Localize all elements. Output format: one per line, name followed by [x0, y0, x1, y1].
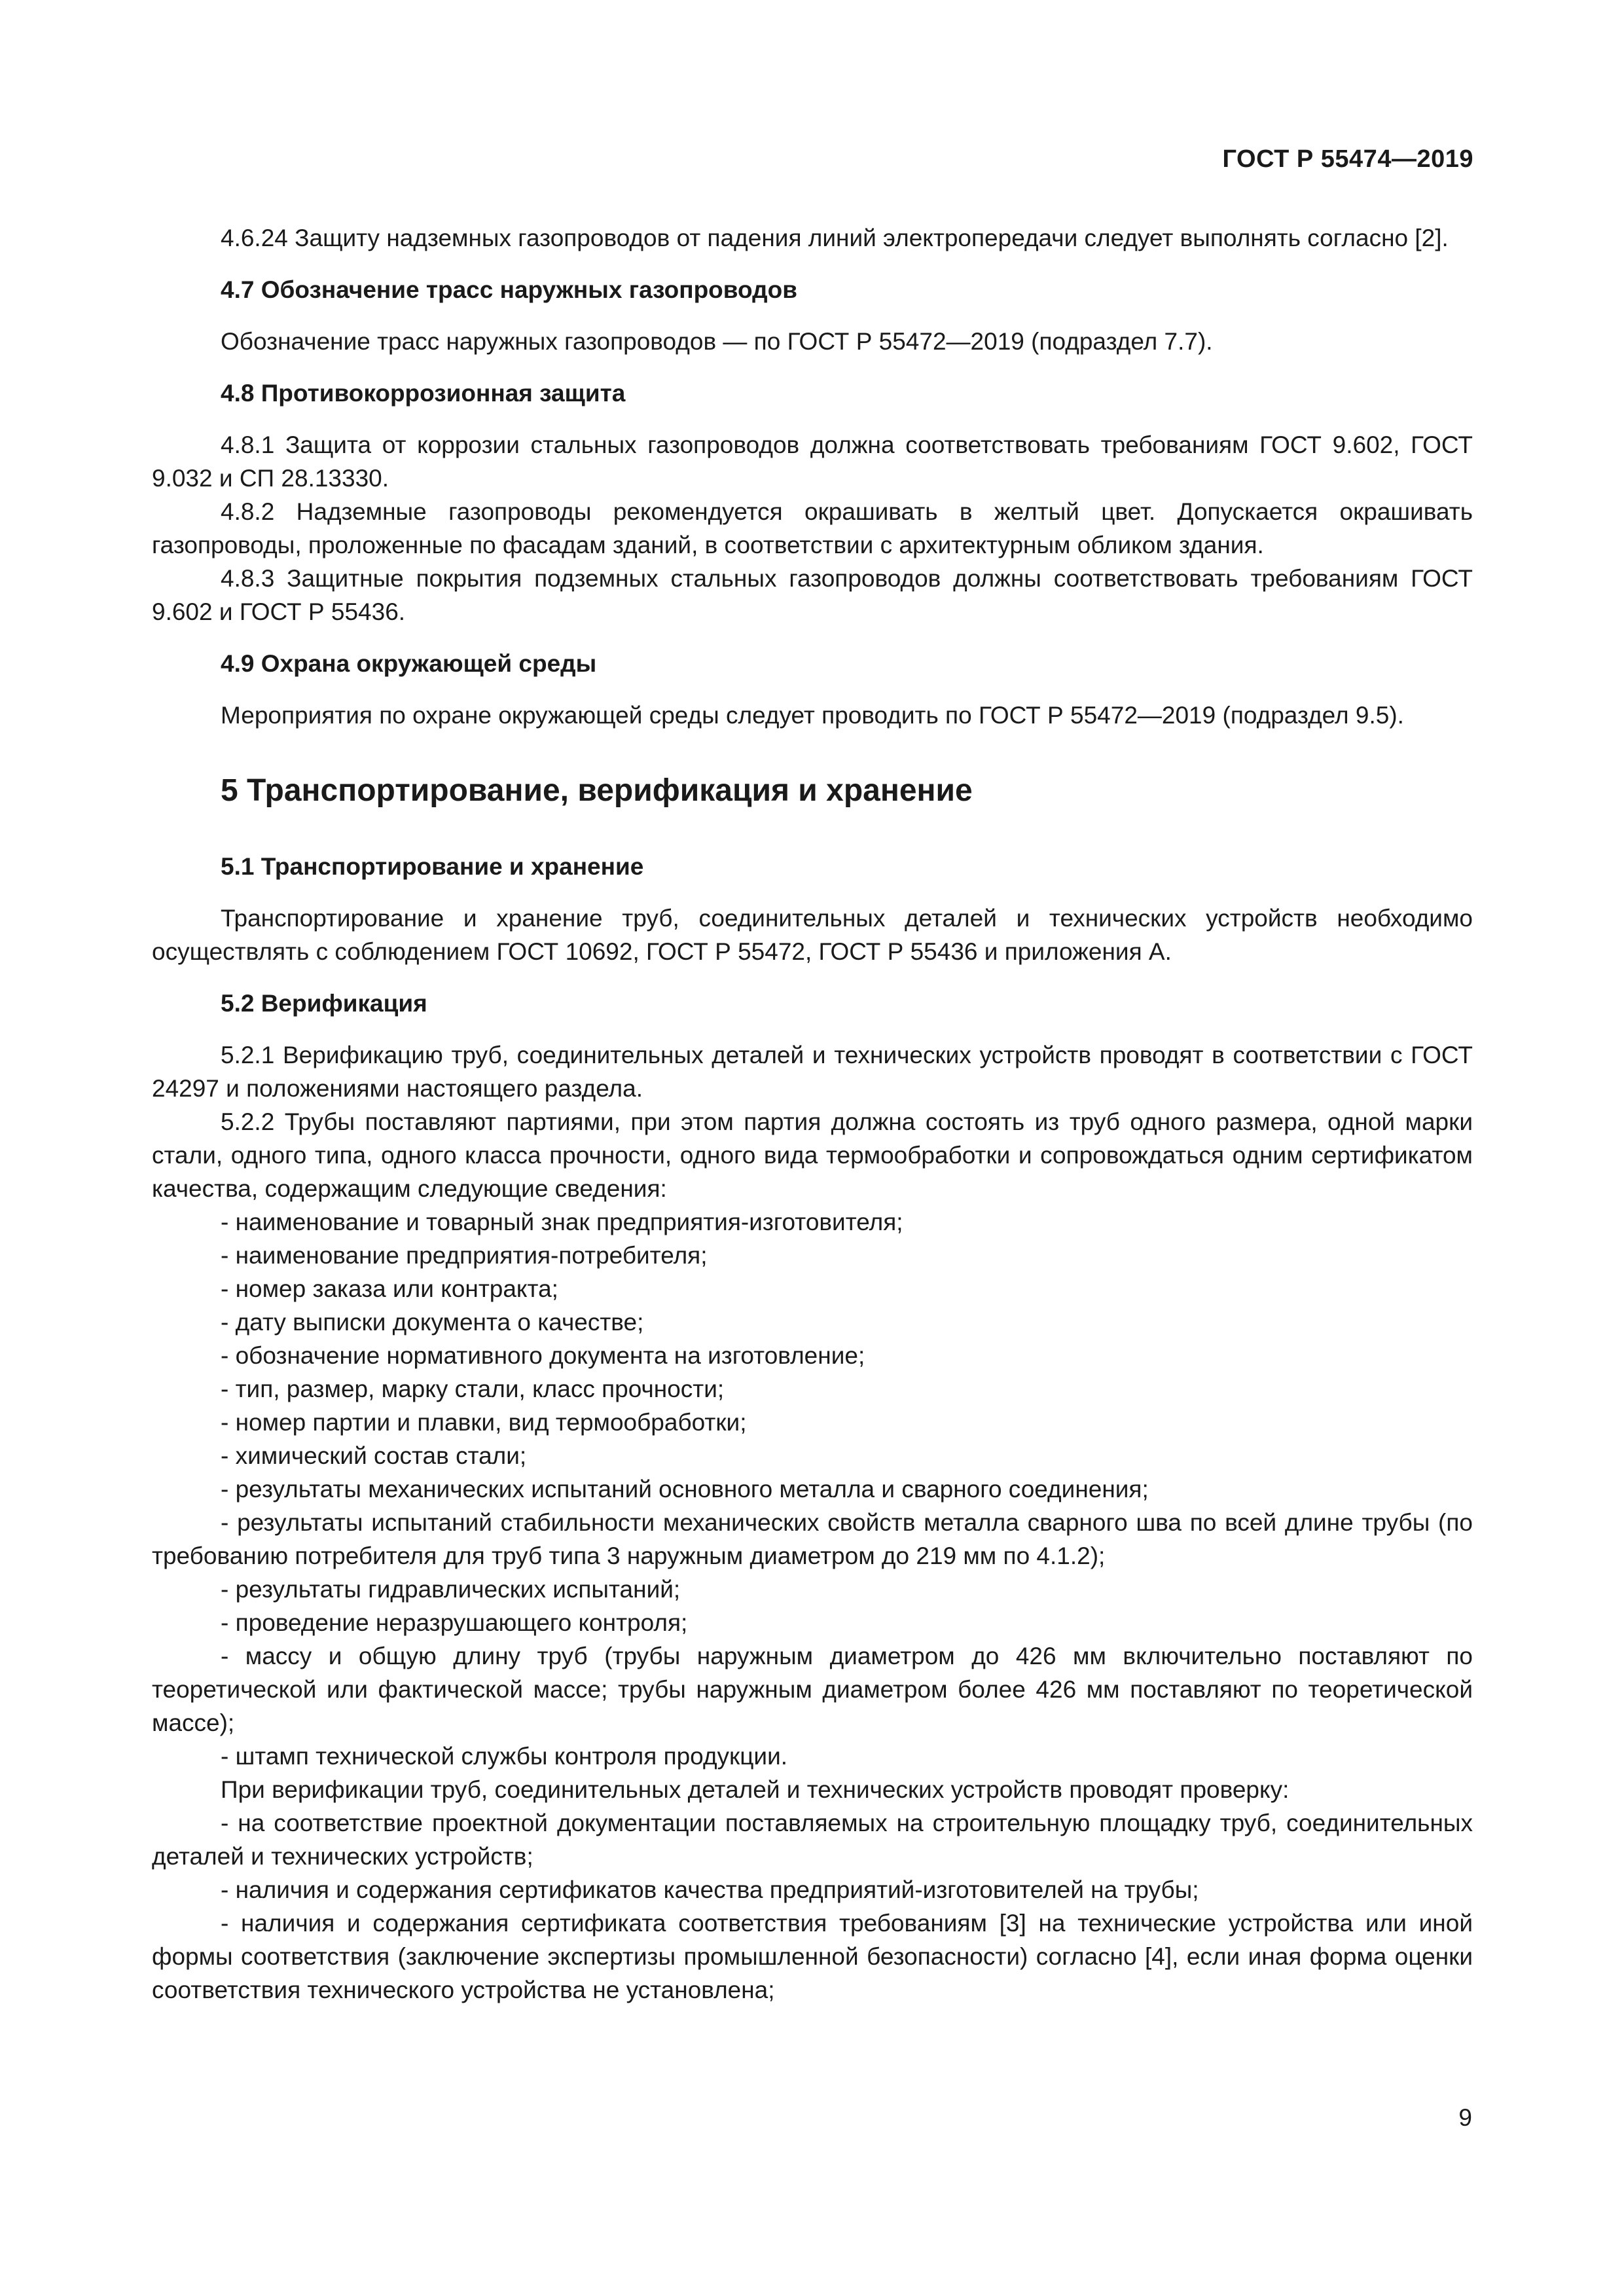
heading-4-7: 4.7 Обозначение трасс наружных газопроводов	[221, 276, 797, 303]
list-item: - наименование и товарный знак предприятия-изготовителя;	[221, 1209, 903, 1235]
list-item: - химический состав стали;	[221, 1442, 527, 1469]
paragraph-4-9: Мероприятия по охране окружающей среды следует проводить по ГОСТ Р 55472—2019 (подраздел 9.5).	[221, 702, 1404, 729]
list-item: - обозначение нормативного документа на изготовление;	[221, 1342, 865, 1369]
heading-5-1: 5.1 Транспортирование и хранение	[221, 853, 644, 880]
list-item: - наличия и содержания сертификатов качества предприятий-изготовителей на трубы;	[221, 1876, 1199, 1903]
heading-4-9: 4.9 Охрана окружающей среды	[221, 650, 597, 677]
page-number: 9	[1458, 2104, 1472, 2131]
paragraph-4-8-1: 4.8.1 Защита от коррозии стальных газопроводов должна соответствовать требованиям ГОСТ 9.602, ГОСТ 9.032 и СП 28.13330.	[152, 431, 1473, 492]
list-item: - номер заказа или контракта;	[221, 1275, 558, 1302]
heading-5-2: 5.2 Верификация	[221, 990, 427, 1017]
list-item: - на соответствие проектной документации поставляемых на строительную площадку труб, соединительных деталей и технических устройств;	[152, 1810, 1473, 1870]
paragraph-5-2-1: 5.2.1 Верификацию труб, соединительных деталей и технических устройств проводят в соответствии с ГОСТ 24297 и положениями настоящего раздела.	[152, 1042, 1473, 1102]
list-item: - массу и общую длину труб (трубы наружным диаметром до 426 мм включительно поставляют по теоретической или фактической массе; трубы наружным диаметром более 426 мм поставляют по теоретической массе);	[152, 1643, 1473, 1736]
page-content	[152, 221, 1473, 2007]
list-item: - наименование предприятия-потребителя;	[221, 1242, 708, 1269]
list-item: - результаты испытаний стабильности механических свойств металла сварного шва по всей длине трубы (по требованию потребителя для труб типа 3 наружным диаметром до 219 мм по 4.1.2);	[152, 1509, 1473, 1569]
list-item: - результаты гидравлических испытаний;	[221, 1576, 681, 1603]
certificate-contents-list	[152, 1205, 1473, 1773]
paragraph-4-7: Обозначение трасс наружных газопроводов — по ГОСТ Р 55472—2019 (подраздел 7.7).	[221, 328, 1213, 355]
document-id-header: ГОСТ Р 55474—2019	[1222, 145, 1473, 173]
paragraph-5-1: Транспортирование и хранение труб, соединительных деталей и технических устройств необходимо осуществлять с соблюдением ГОСТ 10692, ГОСТ Р 55472, ГОСТ Р 55436 и приложения А.	[152, 905, 1473, 965]
section-heading-5: 5 Транспортирование, верификация и хранение	[221, 773, 973, 808]
list-item: - штамп технической службы контроля продукции.	[221, 1743, 788, 1770]
list-item: - тип, размер, марку стали, класс прочности;	[221, 1376, 725, 1402]
paragraph-5-2-2: 5.2.2 Трубы поставляют партиями, при этом партия должна состоять из труб одного размера, одной марки стали, одного типа, одного класса прочности, одного вида термообработки и сопровождаться одним сертификатом качества, содержащим следующие сведения:	[152, 1108, 1473, 1202]
list-item: - результаты механических испытаний основного металла и сварного соединения;	[221, 1476, 1149, 1503]
heading-4-8: 4.8 Противокоррозионная защита	[221, 380, 626, 407]
paragraph-4-8-3: 4.8.3 Защитные покрытия подземных стальных газопроводов должны соответствовать требованиям ГОСТ 9.602 и ГОСТ Р 55436.	[152, 565, 1473, 625]
verification-checks-list	[152, 1806, 1473, 2007]
list-item: - номер партии и плавки, вид термообработки;	[221, 1409, 747, 1436]
list-item: - дату выписки документа о качестве;	[221, 1309, 644, 1336]
paragraph-verification-intro: При верификации труб, соединительных деталей и технических устройств проводят проверку:	[221, 1776, 1290, 1803]
list-item: - наличия и содержания сертификата соответствия требованиям [3] на технические устройства или иной формы соответствия (заключение экспертизы промышленной безопасности) согласно [4], если иная форма оценки соответствия технического устройства не установлена;	[152, 1910, 1473, 2003]
list-item: - проведение неразрушающего контроля;	[221, 1609, 688, 1636]
paragraph-4-8-2: 4.8.2 Надземные газопроводы рекомендуется окрашивать в желтый цвет. Допускается окрашивать газопроводы, проложенные по фасадам зданий, в соответствии с архитектурным обликом здания.	[152, 498, 1473, 558]
paragraph-4-6-24: 4.6.24 Защиту надземных газопроводов от падения линий электропередачи следует выполнять согласно [2].	[221, 225, 1449, 251]
